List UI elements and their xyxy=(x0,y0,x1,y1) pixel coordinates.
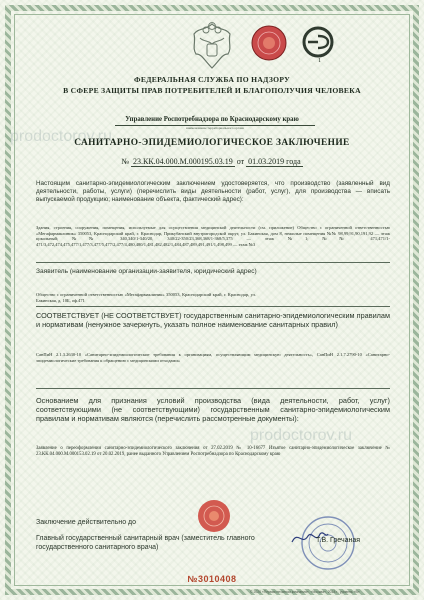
number-prefix: № xyxy=(121,157,129,166)
divider-2 xyxy=(36,306,390,307)
valid-until: Заключение действительно до xyxy=(36,519,137,526)
serial-number: №3010408 xyxy=(187,574,237,584)
watermark-top: prodoctorov.ru xyxy=(10,128,112,145)
printer-footer: © 2020 «Первая печатная компания», «Москва», 2018 г., уровень «В» xyxy=(250,590,360,594)
watermark-bottom: prodoctorov.ru xyxy=(250,427,352,444)
applicant-heading: Заявитель (наименование организации-заявителя, юридический адрес) xyxy=(36,268,257,275)
agency-line-1: ФЕДЕРАЛЬНАЯ СЛУЖБА ПО НАДЗОРУ xyxy=(134,75,290,84)
applicant-details: Общество с ограниченной ответственностью «Мегафармаклиник» 350053, Краснодарский край, г. Краснодар, ул. Бакинская, д. 10Б, оф.471 xyxy=(36,292,256,303)
document-number-line xyxy=(30,157,394,166)
hologram-stamp-icon xyxy=(196,498,232,534)
certification-mark-number: 1 xyxy=(318,58,321,64)
agency-line-2: В СФЕРЕ ЗАЩИТЫ ПРАВ ПОТРЕБИТЕЛЕЙ И БЛАГОПОЛУЧИЯ ЧЕЛОВЕКА xyxy=(63,86,361,95)
department-caption: наименование территориального органа xyxy=(186,126,244,130)
grounds-documents: Заявление о переоформлении санитарно-эпидемиологического заключения от 27.02.2019 № 10-16677 Изъятое санитарно-эпидемиологическое заключение № 23.КК.04.000.М.000153.02.19 от 20.02.2019, ранее выданного Управлением Роспотребнадзора по Краснодарскому краю xyxy=(36,446,390,457)
sanitary-rules: СанПиН 2.1.3.2630-10 «Санитарно-эпидемиологические требования к организациям, осуществляющим медицинскую деятельность», СанПиН 2.1.7.2790-10 «Санитарно-эпидемиологические требования к обращению с медицинскими отходами» xyxy=(36,352,390,363)
hologram-icon xyxy=(250,24,288,62)
state-emblem-icon xyxy=(186,20,238,74)
document-number: 23.КК.04.000.М.000195.03.19 xyxy=(132,157,233,166)
date-prefix: от xyxy=(236,157,245,166)
document-title: САНИТАРНО-ЭПИДЕМИОЛОГИЧЕСКОЕ ЗАКЛЮЧЕНИЕ xyxy=(74,138,350,148)
document-date: 01.03.2019 года xyxy=(248,157,301,166)
grounds-paragraph: Основанием для признания условий производства (вида деятельности, работ, услуг) соответствующими (не соответствующими) государственным санитарно-эпидемиологическим правилам и нормативам являются (перечислить рассмотренные документы): xyxy=(36,396,390,423)
activity-description: Здания, строения, сооружения, помещения, используемые для осуществления медицинской деятельности (см. приложение) Общество с ограниченной ответственностью «Мегафармаклиник» 350053, Краснодарский край, г. Краснодар, Прикубанский внутригородской округ, ул. Бакинская, дом 8, нежилые помещения №№ 98,99,91,90,191,92 — этаж цокольный; №№ 340,340/1-340/20, 340/22-350/23,368,368/1-368/5,375 — этаж №1; №№ 471,471/1-471/3,472,474,475,477/1,477/3,477/5,477/2,477/4,480,480/1,481,482,482/1,484,487,489,491,491/1,498,499 — этаж №3 xyxy=(36,225,390,247)
conformity-statement: СООТВЕТСТВУЕТ (НЕ СООТВЕТСТВУЕТ) государственным санитарно-эпидемиологическим правилам и нормативам (ненужное зачеркнуть, указать полное наименование санитарных правил) xyxy=(36,311,390,329)
intro-paragraph: Настоящим санитарно-эпидемиологическим заключением удостоверяется, что производство (заявленный вид деятельности, работы, услуги) (перечислить виды деятельности (работ, услуг), для производства — вписать выпускаемой продукцию; наименование объекта, фактический адрес): xyxy=(36,180,390,203)
department-name: Управление Роспотребнадзора по Краснодарскому краю xyxy=(125,116,299,123)
agency-name xyxy=(30,74,394,96)
certification-mark-icon xyxy=(298,24,338,60)
divider-3 xyxy=(36,388,390,389)
official-title: Главный государственный санитарный врач (заместитель главного государственного санитарного врача) xyxy=(36,535,255,551)
official-name: Т.В. Гречаная xyxy=(316,537,361,544)
divider-1 xyxy=(36,262,390,263)
